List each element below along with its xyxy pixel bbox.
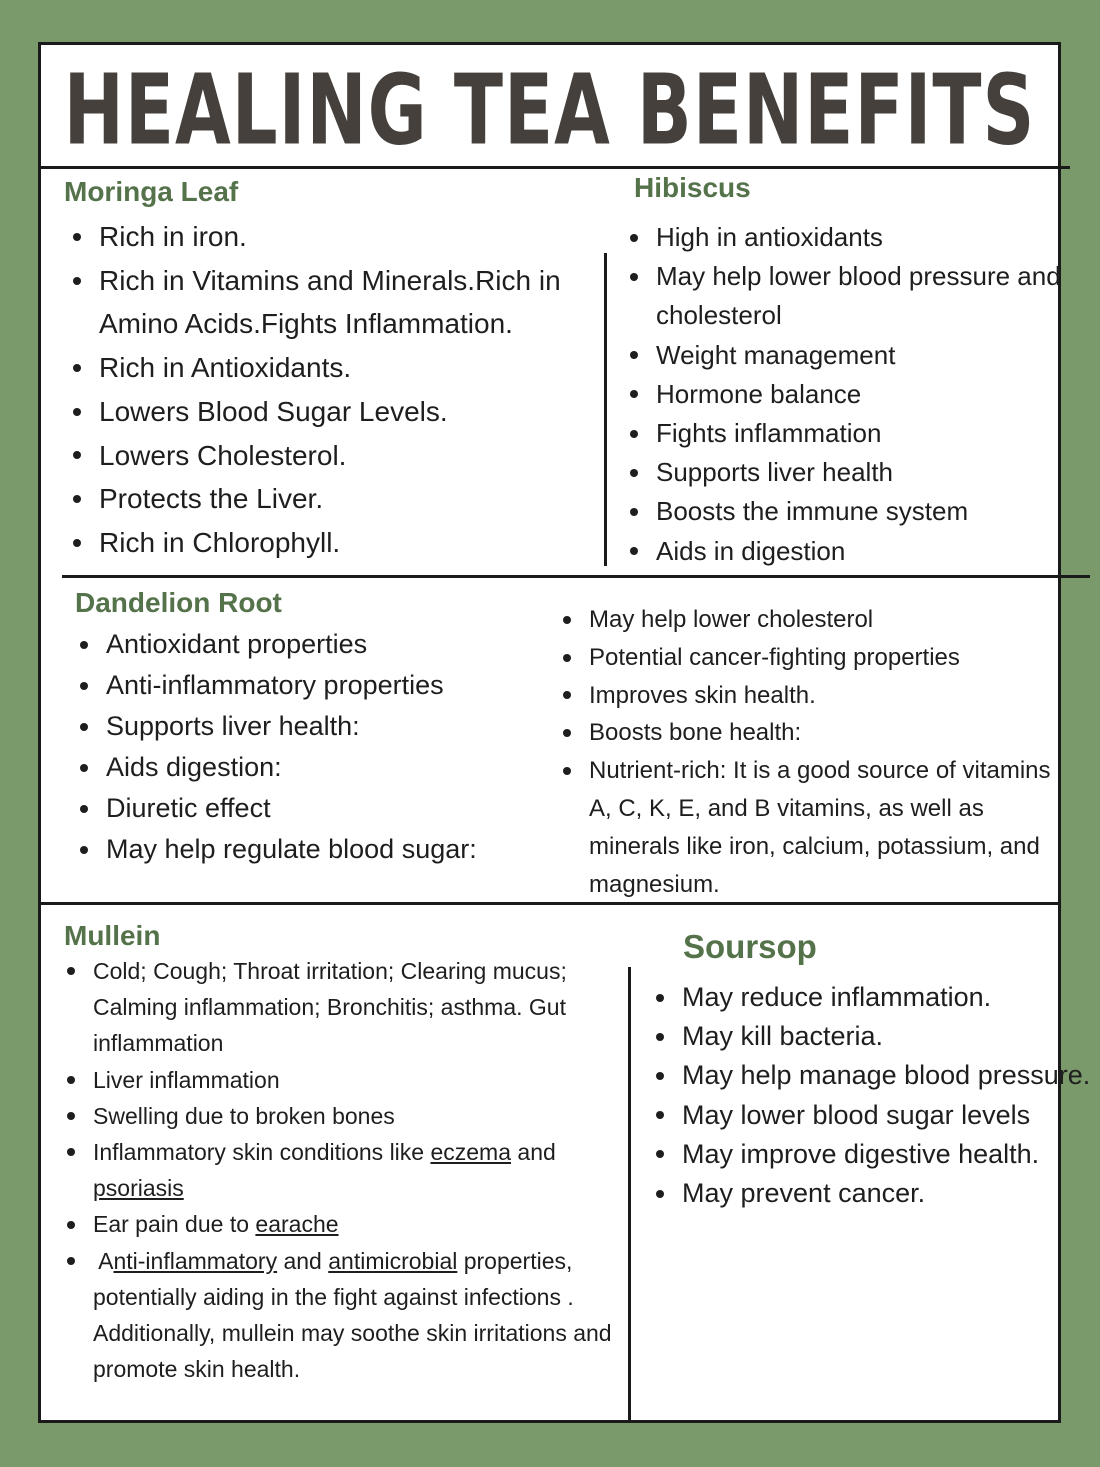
list-item: May kill bacteria.: [682, 1017, 1100, 1056]
list-item: May help manage blood pressure.: [682, 1056, 1100, 1095]
earache-link[interactable]: earache: [255, 1211, 339, 1238]
list-item: Aids digestion:: [106, 747, 576, 788]
list-item: Swelling due to broken bones: [93, 1098, 613, 1134]
list-item: Lowers Blood Sugar Levels.: [99, 390, 619, 434]
hibiscus-list: [622, 218, 1086, 571]
list-item: Antioxidant properties: [106, 624, 576, 665]
divider-under-title: [40, 166, 1070, 169]
list-item: Weight management: [656, 336, 1086, 375]
eczema-link[interactable]: eczema: [430, 1139, 512, 1166]
item-text: and: [277, 1247, 329, 1274]
mullein-list: [59, 953, 613, 1387]
list-item: May help regulate blood sugar:: [106, 829, 576, 870]
list-item: [93, 1134, 613, 1206]
item-text: properties, potentially aiding in the fight against infections . Additionally, mullein may soothe skin irritations and promote skin health.: [93, 1247, 612, 1383]
list-item: Cold; Cough; Throat irritation; Clearing mucus; Calming inflammation; Bronchitis; asthma. Gut inflammation: [93, 953, 613, 1062]
soursop-list: [648, 978, 1100, 1213]
item-text: Inflammatory skin conditions like: [93, 1139, 431, 1166]
list-item: Potential cancer-fighting properties: [589, 639, 1054, 677]
list-item: Improves skin health.: [589, 677, 1054, 715]
list-item: Rich in Chlorophyll.: [99, 521, 619, 565]
list-item: Boosts the immune system: [656, 492, 1086, 531]
list-item: May help lower cholesterol: [589, 601, 1054, 639]
item-text: and: [511, 1139, 556, 1166]
list-item: High in antioxidants: [656, 218, 1086, 257]
hibiscus-heading: Hibiscus: [634, 172, 751, 203]
dandelion-list-left: [72, 624, 576, 870]
anti-inflammatory-link[interactable]: nti-inflammatory: [113, 1247, 278, 1274]
list-item: [93, 1206, 613, 1242]
page-title: HEALING TEA BENEFITS: [63, 53, 1036, 167]
list-item: May prevent cancer.: [682, 1174, 1100, 1213]
item-text: A: [93, 1247, 114, 1274]
list-item: [93, 1243, 613, 1388]
list-item: Boosts bone health:: [589, 714, 1054, 752]
list-item: Protects the Liver.: [99, 477, 619, 521]
list-item: Lowers Cholesterol.: [99, 434, 619, 478]
mullein-heading: Mullein: [64, 920, 161, 951]
list-item: Rich in iron.: [99, 215, 619, 259]
dandelion-list-right: [555, 601, 1054, 903]
moringa-list: [65, 215, 619, 565]
list-item: Nutrient-rich: It is a good source of vitamins A, C, K, E, and B vitamins, as well as minerals like iron, calcium, potassium, and magnesium.: [589, 752, 1054, 903]
list-item: Aids in digestion: [656, 532, 1086, 571]
divider-mullein-soursop: [628, 967, 631, 1422]
moringa-heading: Moringa Leaf: [64, 176, 239, 207]
list-item: Liver inflammation: [93, 1062, 613, 1098]
antimicrobial-link[interactable]: antimicrobial: [328, 1247, 458, 1274]
list-item: May help lower blood pressure and cholesterol: [656, 257, 1086, 335]
list-item: Supports liver health: [656, 453, 1086, 492]
soursop-heading: Soursop: [683, 928, 817, 965]
item-text: Ear pain due to: [93, 1211, 256, 1238]
list-item: Supports liver health:: [106, 706, 576, 747]
list-item: Anti-inflammatory properties: [106, 665, 576, 706]
divider-under-moringa: [62, 575, 1090, 578]
dandelion-heading: Dandelion Root: [75, 587, 282, 618]
list-item: May lower blood sugar levels: [682, 1096, 1100, 1135]
list-item: May reduce inflammation.: [682, 978, 1100, 1017]
psoriasis-link[interactable]: psoriasis: [93, 1175, 184, 1202]
list-item: Rich in Vitamins and Minerals.Rich in Amino Acids.Fights Inflammation.: [99, 259, 619, 346]
list-item: Fights inflammation: [656, 414, 1086, 453]
list-item: Hormone balance: [656, 375, 1086, 414]
list-item: May improve digestive health.: [682, 1135, 1100, 1174]
list-item: Rich in Antioxidants.: [99, 346, 619, 390]
list-item: Diuretic effect: [106, 788, 576, 829]
